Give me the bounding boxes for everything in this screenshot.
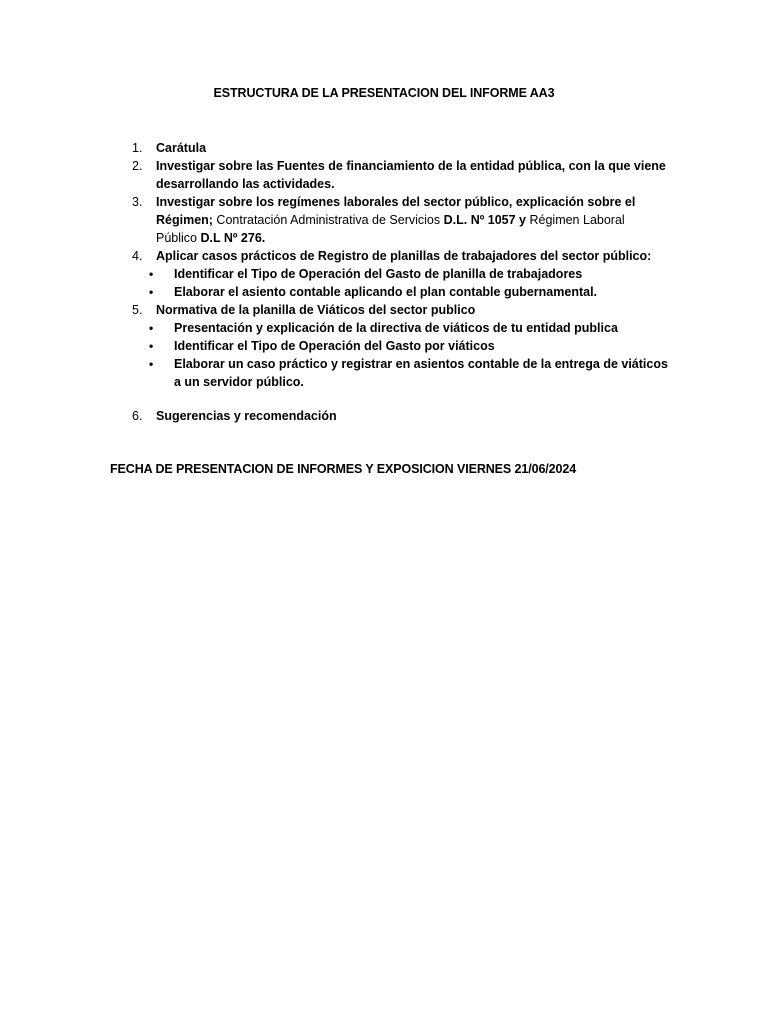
item-text: Normativa de la planilla de Viáticos del sector publico	[156, 303, 476, 317]
sublist-item	[128, 265, 668, 283]
list-item-4	[128, 247, 668, 265]
item-text: Investigar sobre las Fuentes de financiamiento de la entidad pública, con la que viene desarrollando las actividades.	[156, 159, 666, 191]
item-text: Carátula	[156, 141, 207, 155]
item-number: 5.	[132, 303, 143, 317]
bullet-icon: •	[149, 321, 154, 335]
list-item-2	[128, 157, 668, 193]
list-item-5	[128, 301, 668, 319]
document-title: ESTRUCTURA DE LA PRESENTACION DEL INFORME AA3	[213, 86, 555, 100]
item-text-bold-c: D.L. Nº 1057 y	[443, 213, 527, 227]
item-number: 6.	[132, 409, 143, 423]
sublist-4	[128, 265, 668, 301]
sublist-item	[128, 283, 668, 301]
item-number: 4.	[132, 249, 143, 263]
item-text-normal-b: Contratación Administrativa de Servicios	[212, 213, 444, 227]
sublist-item	[128, 355, 668, 391]
list-item-1	[128, 139, 668, 157]
item-number: 2.	[132, 159, 143, 173]
item-text: Sugerencias y recomendación	[156, 409, 337, 423]
bullet-icon: •	[149, 357, 154, 371]
item-text-bold-e: D.L Nº 276.	[200, 231, 266, 245]
sublist-item	[128, 319, 668, 337]
bullet-icon: •	[149, 285, 154, 299]
subitem-text: Elaborar el asiento contable aplicando el plan contable gubernamental.	[174, 285, 598, 299]
presentation-date: FECHA DE PRESENTACION DE INFORMES Y EXPOSICION VIERNES 21/06/2024	[110, 462, 577, 476]
bullet-icon: •	[149, 339, 154, 353]
spacer	[128, 391, 668, 407]
subitem-text: Elaborar un caso práctico y registrar en asientos contable de la entrega de viáticos a un servidor público.	[174, 357, 668, 389]
list-item-6	[128, 407, 668, 425]
bullet-icon: •	[149, 267, 154, 281]
subitem-text: Presentación y explicación de la directiva de viáticos de tu entidad publica	[174, 321, 618, 335]
sublist-5	[128, 319, 668, 391]
item-number: 3.	[132, 195, 143, 209]
item-text-normal-d: Régimen Laboral Público	[156, 213, 625, 245]
requirements-list	[128, 139, 668, 425]
item-text-bold-a: Investigar sobre los regímenes laborales del sector público, explicación sobre el Régimen;	[156, 195, 636, 227]
sublist-item	[128, 337, 668, 355]
item-number: 1.	[132, 141, 143, 155]
subitem-text: Identificar el Tipo de Operación del Gasto por viáticos	[174, 339, 495, 353]
subitem-text: Identificar el Tipo de Operación del Gasto de planilla de trabajadores	[174, 267, 583, 281]
list-item-3	[128, 193, 668, 247]
item-text: Aplicar casos prácticos de Registro de planillas de trabajadores del sector público:	[156, 249, 652, 263]
